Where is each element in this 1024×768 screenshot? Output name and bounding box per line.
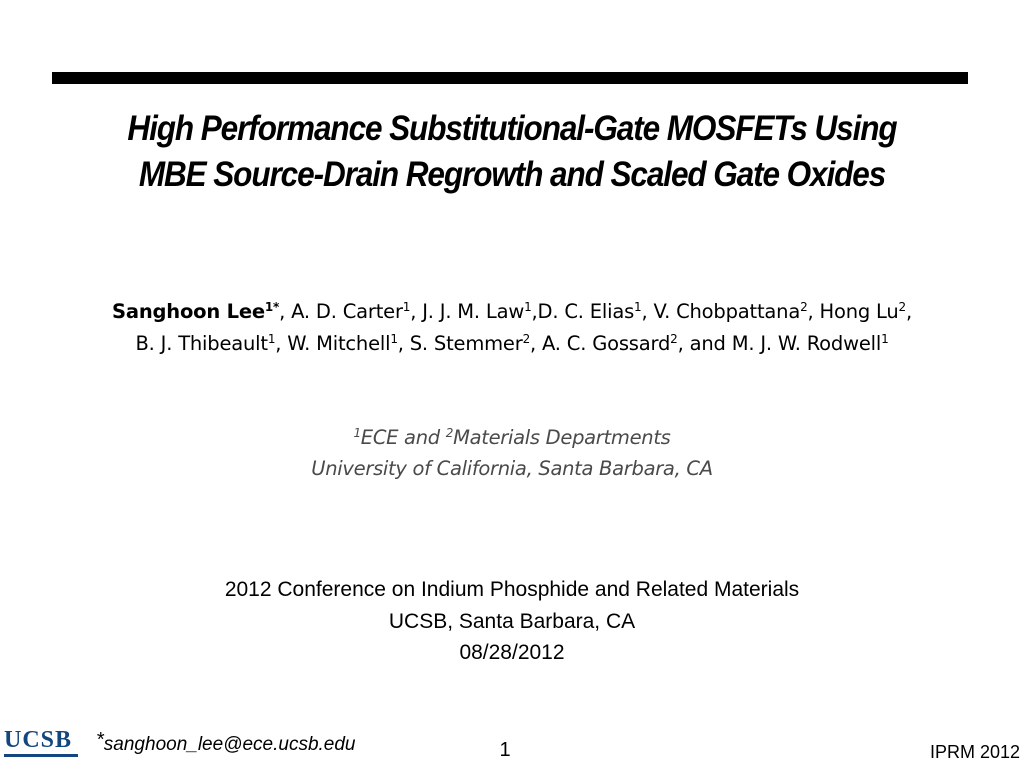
contact-email: [96, 728, 356, 757]
author-name: ,D. C. Elias: [531, 300, 635, 323]
conference-name: 2012 Conference on Indium Phosphide and Related Materials: [224, 578, 800, 601]
author-name: , and M. J. W. Rodwell: [677, 332, 882, 355]
affiliation: [0, 422, 1024, 484]
page-number: 1: [499, 739, 511, 761]
top-divider-rule: [52, 72, 968, 84]
author-name: B. J. Thibeault: [135, 332, 268, 355]
author-name: , A. C. Gossard: [530, 332, 671, 355]
author-name: , A. D. Carter: [279, 300, 403, 323]
affiliation-departments: $^1$ECE and $^2$Materials Departments: [353, 426, 671, 449]
conference-date: 08/28/2012: [459, 641, 565, 664]
ucsb-logo-underline: [4, 754, 78, 757]
affiliation-university: University of California, Santa Barbara, CA: [311, 457, 713, 480]
author-name: , J. J. M. Law: [410, 300, 525, 323]
author-name: , W. Mitchell: [275, 332, 391, 355]
conference-info: [0, 574, 1024, 669]
author-list: [8, 296, 1016, 360]
slide-title: [69, 106, 955, 198]
author-line-1: Sanghoon Lee$^{1*}$, A. D. Carter$^1$, J. J. M. Law$^1$,D. C. Elias$^1$, V. Chobpattana$^2$, Hong Lu$^2$,: [112, 300, 912, 323]
corresponding-author-mark: *: [96, 729, 104, 751]
conference-location: UCSB, Santa Barbara, CA: [388, 609, 636, 633]
author-line-2: B. J. Thibeault$^1$, W. Mitchell$^1$, S. Stemmer$^2$, A. C. Gossard$^2$, and M. J. W. Rodwell$^1$: [135, 332, 889, 355]
title-line-1: High Performance Substitutional-Gate MOSFETs Using: [127, 109, 897, 148]
ucsb-logo: [4, 728, 82, 762]
event-tag: IPRM 2012: [929, 742, 1020, 762]
author-name: , Hong Lu: [807, 300, 899, 323]
ucsb-logo-text: UCSB: [4, 727, 73, 753]
email-address: sanghoon_lee@ece.ucsb.edu: [103, 734, 356, 755]
lead-author: Sanghoon Lee$^{1*}$: [112, 300, 280, 323]
author-name: , V. Chobpattana: [641, 300, 801, 323]
title-line-2: MBE Source-Drain Regrowth and Scaled Gate Oxides: [138, 155, 886, 194]
author-name: , S. Stemmer: [397, 332, 523, 355]
